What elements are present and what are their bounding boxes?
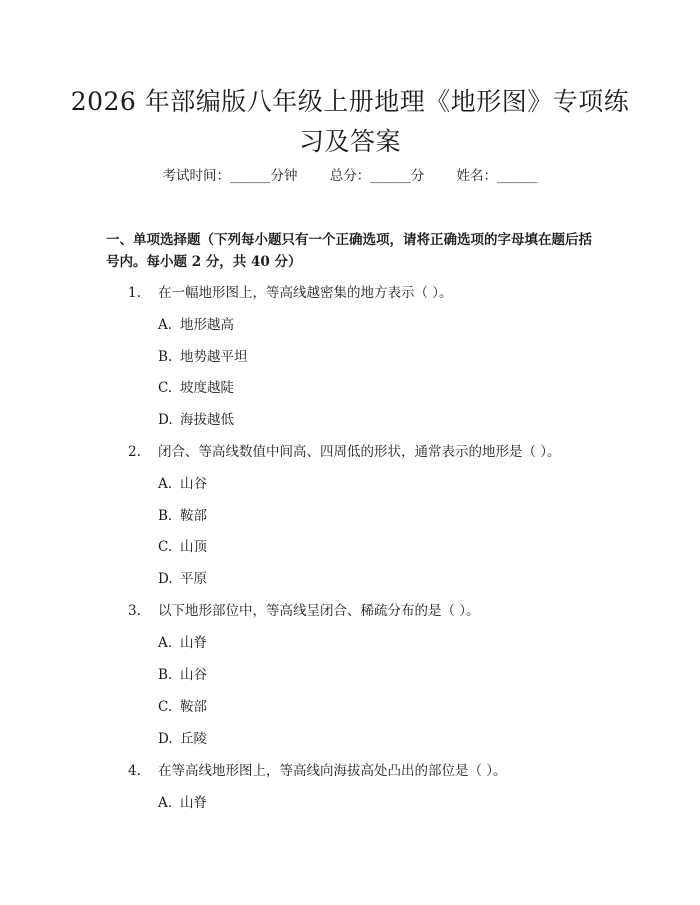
question-4 [128,761,598,781]
exam-info [0,166,700,186]
option-text: 山脊 [180,635,207,651]
option-1-d [158,410,598,430]
total-score-label: 总分： [329,168,371,184]
page-title: 2026 年部编版八年级上册地理《地形图》专项练习及答案 [70,87,630,156]
question-number: 4. [128,763,141,779]
option-letter: C. [158,380,173,396]
option-text: 平原 [180,571,207,587]
section-heading: 一、单项选择题（下列每小题只有一个正确选项，请将正确选项的字母填在题后括号内。每小题 2 分，共 40 分） [106,232,592,270]
total-score-unit: 分 [410,168,425,184]
question-number: 2. [128,444,141,460]
option-3-d [158,729,598,749]
question-1 [128,283,598,303]
question-3 [128,601,598,621]
option-letter: B. [158,508,173,524]
student-name-field [457,166,538,186]
question-stem: 闭合、等高线数值中间高、四周低的形状，通常表示的地形是（ ）。 [158,444,561,460]
option-text: 鞍部 [180,508,207,524]
option-1-a [158,315,598,335]
total-score-field [330,166,425,186]
option-text: 鞍部 [180,699,207,715]
exam-time-label: 考试时间： [162,168,230,184]
question-2 [128,442,598,462]
option-letter: B. [158,349,173,365]
option-letter: C. [158,539,173,555]
option-3-a [158,633,598,653]
option-letter: D. [158,412,173,428]
option-letter: A. [158,635,173,651]
question-stem: 在一幅地形图上，等高线越密集的地方表示（ ）。 [158,285,453,301]
question-stem: 在等高线地形图上，等高线向海拔高处凸出的部位是（ ）。 [158,763,507,779]
option-2-d [158,569,598,589]
option-3-b [158,665,598,685]
exam-time-blank: ______ [229,168,271,184]
option-2-b [158,506,598,526]
exam-time-unit: 分钟 [270,168,298,184]
question-stem: 以下地形部位中，等高线呈闭合、稀疏分布的是（ ）。 [158,603,480,619]
option-text: 山谷 [180,667,207,683]
option-letter: A. [158,795,173,811]
option-4-a [158,793,598,813]
option-text: 山谷 [180,476,207,492]
option-letter: B. [158,667,173,683]
option-text: 地形越高 [180,317,234,333]
exam-time-field [162,166,297,186]
option-letter: A. [158,476,173,492]
option-1-c [158,378,598,398]
total-score-blank: ______ [370,168,411,184]
option-letter: D. [158,731,173,747]
option-text: 山脊 [180,795,207,811]
option-3-c [158,697,598,717]
option-text: 山顶 [180,539,207,555]
student-name-label: 姓名： [456,168,498,184]
option-letter: A. [158,317,173,333]
option-2-c [158,537,598,557]
option-text: 坡度越陡 [180,380,234,396]
option-2-a [158,474,598,494]
student-name-blank: ______ [497,168,538,184]
option-text: 地势越平坦 [180,349,248,365]
option-letter: C. [158,699,173,715]
question-number: 1. [128,285,141,301]
option-text: 丘陵 [180,731,207,747]
question-number: 3. [128,603,141,619]
option-text: 海拔越低 [180,412,234,428]
option-letter: D. [158,571,173,587]
option-1-b [158,347,598,367]
